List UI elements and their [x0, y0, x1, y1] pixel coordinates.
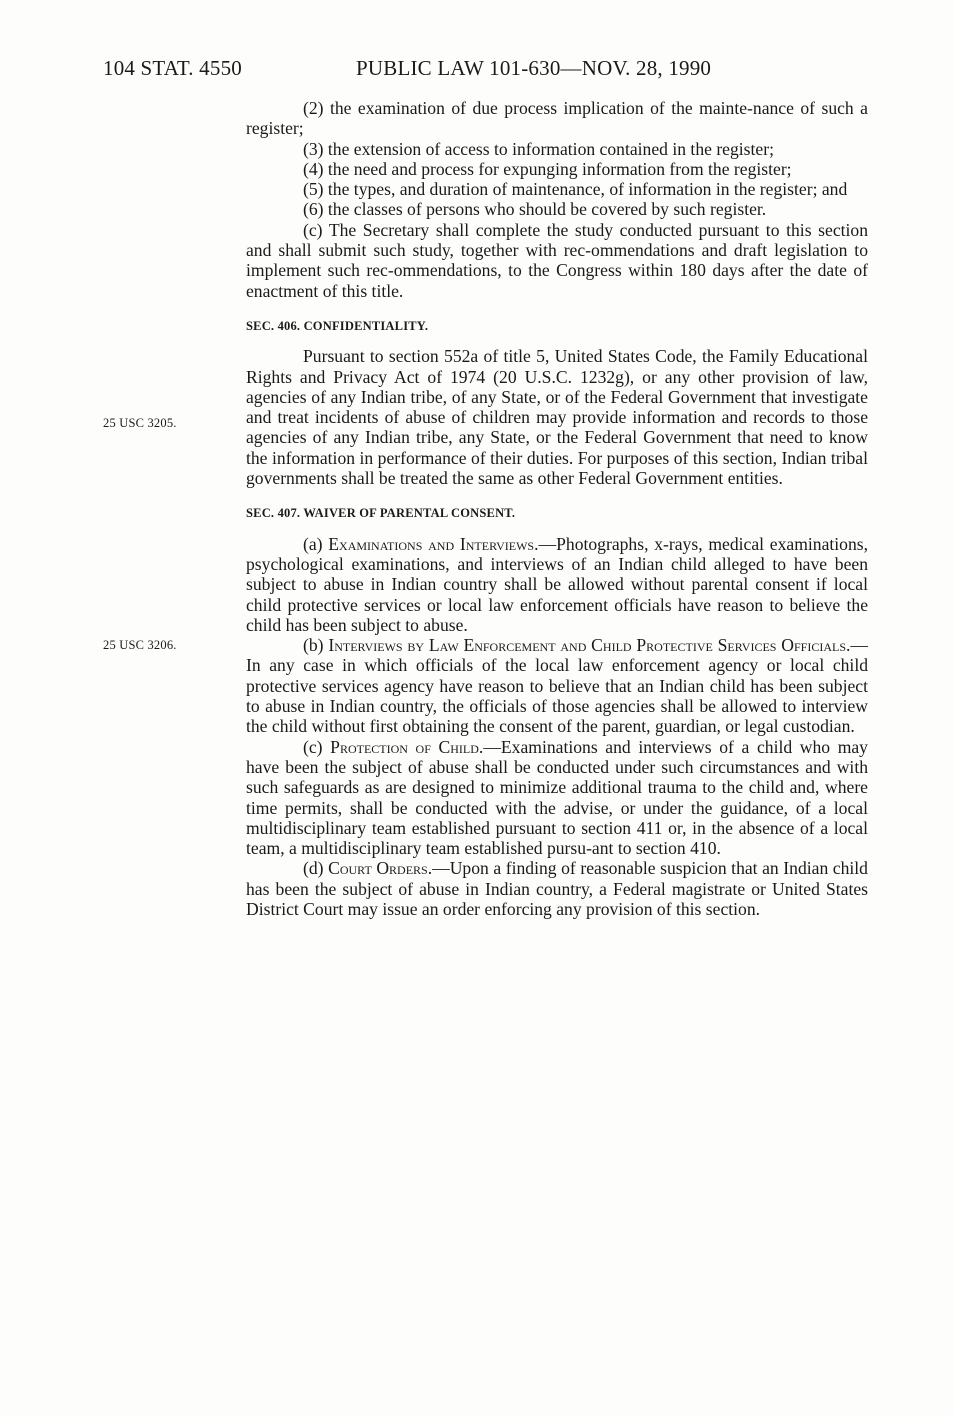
subsection-c-heading: Protection of Child.	[330, 736, 484, 757]
page-header	[103, 56, 863, 86]
list-item: (2) the examination of due process implication of the mainte-nance of such a register;	[246, 98, 868, 139]
paragraph-c-study: (c) The Secretary shall complete the study conducted pursuant to this section and shall submit such study, together with rec-ommendations and draft legislation to implement such rec-ommendations, to the Congress within 180 days after the date of enactment of this title.	[246, 219, 868, 301]
subsection-b-label: (b)	[303, 635, 329, 656]
list-item: (4) the need and process for expunging information from the register;	[303, 158, 792, 179]
public-law-title: PUBLIC LAW 101-630—NOV. 28, 1990	[356, 56, 712, 80]
section-406-text: Pursuant to section 552a of title 5, United States Code, the Family Educational Rights and Privacy Act of 1974 (20 U.S.C. 1232g), or any other provision of law, agencies of any Indian tribe, of any State, or of the Federal Government that investigate and treat incidents of abuse of children may provide information and records to those agencies of any Indian tribe, any State, or the Federal Government that need to know the information in performance of their duties. For purposes of this section, Indian tribal governments shall be treated the same as other Federal Government entities.	[246, 346, 868, 489]
subsection-c-text: —Examinations and interviews of a child who may have been the subject of abuse shall be conducted under such circumstances and with such safeguards as are designed to minimize additional trauma to the child and, where time permits, shall be conducted with the advise, or under the guidance, of a local multidisciplinary team established pursuant to section 411 or, in the absence of a local team, a multidisciplinary team established pursu-ant to section 410.	[246, 736, 868, 859]
subsection-c	[246, 737, 868, 859]
subsection-b-heading: Interviews by Law Enforcement and Child Protective Services Officials.	[328, 635, 851, 656]
list-item: (3) the extension of access to information contained in the register;	[303, 138, 774, 159]
subsection-a-label: (a)	[303, 533, 329, 554]
list-item: (5) the types, and duration of maintenance, of information in the register; and	[303, 179, 848, 200]
margin-note-sec-406: 25 USC 3205.	[103, 416, 177, 430]
subsection-a	[246, 534, 868, 635]
subsection-d-text: —Upon a finding of reasonable suspicion that an Indian child has been the subject of abuse in Indian country, a Federal magistrate or United States District Court may issue an order enforcing any provision of this section.	[246, 858, 868, 919]
subsection-d-label: (d)	[303, 858, 329, 879]
subsection-b	[246, 635, 868, 736]
document-body	[246, 98, 868, 919]
section-406-title: SEC. 406. CONFIDENTIALITY.	[246, 318, 429, 333]
list-item: (6) the classes of persons who should be covered by such register.	[303, 199, 767, 220]
subsection-c-label: (c)	[303, 736, 331, 757]
subsection-a-text: —Photographs, x-rays, medical examinations, psychological examinations, and interviews of an Indian child alleged to have been subject to abuse in Indian country shall be allowed without parental consent if local child protective services or local law enforcement officials have reason to believe the child has been subject to abuse.	[246, 533, 869, 635]
subsection-d-heading: Court Orders.	[328, 858, 433, 879]
section-407-title: SEC. 407. WAIVER OF PARENTAL CONSENT.	[246, 506, 516, 521]
stat-page-number: 104 STAT. 4550	[103, 56, 242, 80]
subsection-b-text: —In any case in which officials of the local law enforcement agency or local child protective services agency have reason to believe that an Indian child has been subject to abuse in Indian country, the officials of those agencies shall be allowed to interview the child without first obtaining the consent of the parent, guardian, or legal custodian.	[246, 635, 868, 737]
subsection-d	[246, 858, 868, 919]
subsection-a-heading: Examinations and Interviews.	[328, 533, 539, 554]
margin-note-sec-407: 25 USC 3206.	[103, 638, 177, 652]
